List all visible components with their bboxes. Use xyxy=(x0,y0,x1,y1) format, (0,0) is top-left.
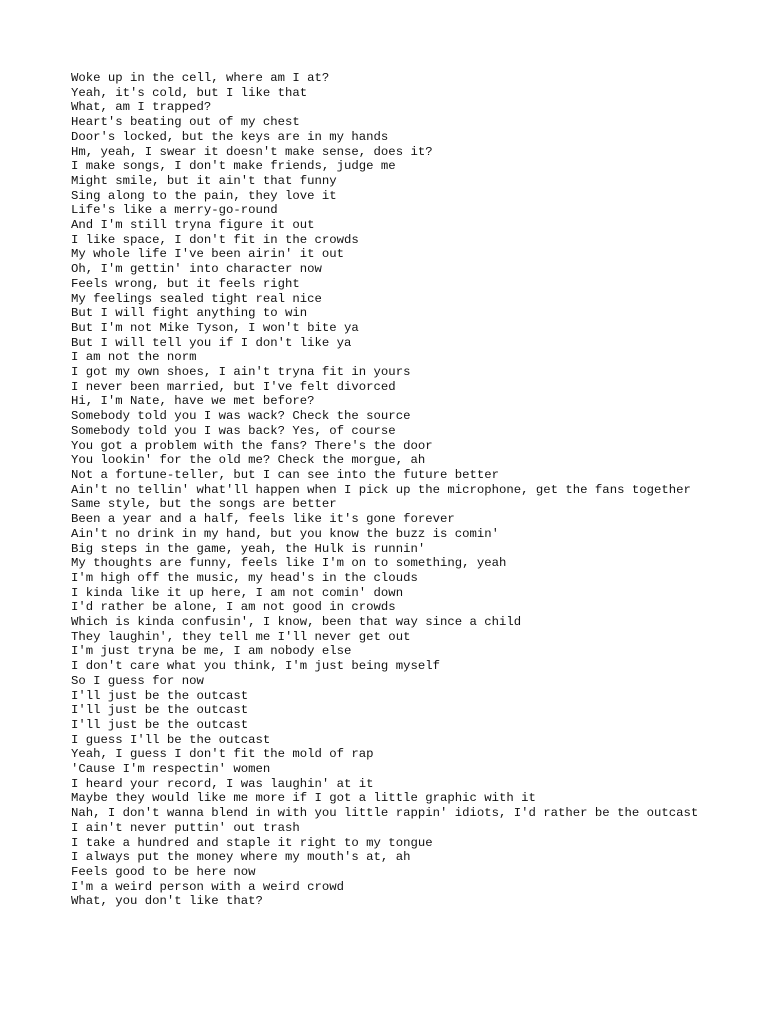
lyric-line: Hm, yeah, I swear it doesn't make sense, does it? xyxy=(71,144,433,159)
lyric-line: I like space, I don't fit in the crowds xyxy=(71,232,359,247)
lyric-line: Big steps in the game, yeah, the Hulk is runnin' xyxy=(71,541,426,556)
lyric-line: Not a fortune-teller, but I can see into the future better xyxy=(71,467,500,482)
lyric-line: Maybe they would like me more if I got a little graphic with it xyxy=(71,791,536,806)
lyric-line: I am not the norm xyxy=(71,350,197,365)
lyric-line: I don't care what you think, I'm just being myself xyxy=(71,659,440,674)
lyric-line: Somebody told you I was wack? Check the source xyxy=(71,409,411,424)
lyric-line: I take a hundred and staple it right to my tongue xyxy=(71,835,433,850)
lyric-line: I guess I'll be the outcast xyxy=(71,732,271,747)
lyric-line: Somebody told you I was back? Yes, of course xyxy=(71,423,396,438)
lyric-line: Hi, I'm Nate, have we met before? xyxy=(71,394,315,409)
lyric-line: You got a problem with the fans? There's the door xyxy=(71,438,433,453)
lyric-line: My whole life I've been airin' it out xyxy=(71,247,345,262)
lyric-line: I'd rather be alone, I am not good in crowds xyxy=(71,600,396,615)
lyric-line: Feels good to be here now xyxy=(71,864,256,879)
lyric-line: My thoughts are funny, feels like I'm on to something, yeah xyxy=(71,556,507,571)
lyric-line: Feels wrong, but it feels right xyxy=(71,276,300,291)
lyric-line: Ain't no drink in my hand, but you know the buzz is comin' xyxy=(71,526,500,541)
lyric-line: Life's like a merry-go-round xyxy=(71,203,278,218)
lyric-line: Yeah, it's cold, but I like that xyxy=(71,85,308,100)
lyric-line: I never been married, but I've felt divorced xyxy=(71,379,396,394)
lyric-line: I'm a weird person with a weird crowd xyxy=(71,879,345,894)
lyric-line: I make songs, I don't make friends, judge me xyxy=(71,159,396,174)
lyric-line: I kinda like it up here, I am not comin' down xyxy=(71,585,404,600)
lyric-line: I'll just be the outcast xyxy=(71,717,249,732)
lyric-line: My feelings sealed tight real nice xyxy=(71,291,322,306)
lyric-line: I ain't never puttin' out trash xyxy=(71,820,300,835)
lyric-line: I'll just be the outcast xyxy=(71,703,249,718)
lyrics-list xyxy=(71,71,711,909)
lyric-line: I'm just tryna be me, I am nobody else xyxy=(71,644,352,659)
lyric-line: I always put the money where my mouth's at, ah xyxy=(71,850,411,865)
lyrics-page xyxy=(71,71,711,909)
lyric-line: Which is kinda confusin', I know, been that way since a child xyxy=(71,615,522,630)
lyric-line: Might smile, but it ain't that funny xyxy=(71,173,337,188)
lyric-line: And I'm still tryna figure it out xyxy=(71,218,315,233)
lyric-line: I'm high off the music, my head's in the clouds xyxy=(71,570,418,585)
lyric-line: Sing along to the pain, they love it xyxy=(71,188,337,203)
lyric-line: Ain't no tellin' what'll happen when I pick up the microphone, get the fans together xyxy=(71,482,691,497)
lyric-line: So I guess for now xyxy=(71,673,204,688)
lyric-line: What, am I trapped? xyxy=(71,100,212,115)
lyric-line: 'Cause I'm respectin' women xyxy=(71,762,271,777)
lyric-line: Woke up in the cell, where am I at? xyxy=(71,71,330,85)
lyric-line: But I will fight anything to win xyxy=(71,306,308,321)
lyric-line: I heard your record, I was laughin' at it xyxy=(71,776,374,791)
lyric-line: But I'm not Mike Tyson, I won't bite ya xyxy=(71,320,359,335)
lyric-line: Yeah, I guess I don't fit the mold of rap xyxy=(71,747,374,762)
lyric-line: What, you don't like that? xyxy=(71,894,263,909)
lyric-line: Same style, but the songs are better xyxy=(71,497,337,512)
lyric-line: I got my own shoes, I ain't tryna fit in yours xyxy=(71,365,411,380)
lyric-line: They laughin', they tell me I'll never get out xyxy=(71,629,411,644)
lyric-line: You lookin' for the old me? Check the morgue, ah xyxy=(71,453,426,468)
lyric-line: I'll just be the outcast xyxy=(71,688,249,703)
lyric-line: Nah, I don't wanna blend in with you little rappin' idiots, I'd rather be the outcast xyxy=(71,806,699,821)
lyric-line: But I will tell you if I don't like ya xyxy=(71,335,352,350)
lyric-line: Oh, I'm gettin' into character now xyxy=(71,262,322,277)
lyric-line: Heart's beating out of my chest xyxy=(71,115,300,130)
lyric-line: Door's locked, but the keys are in my hands xyxy=(71,129,389,144)
lyric-line: Been a year and a half, feels like it's gone forever xyxy=(71,512,455,527)
